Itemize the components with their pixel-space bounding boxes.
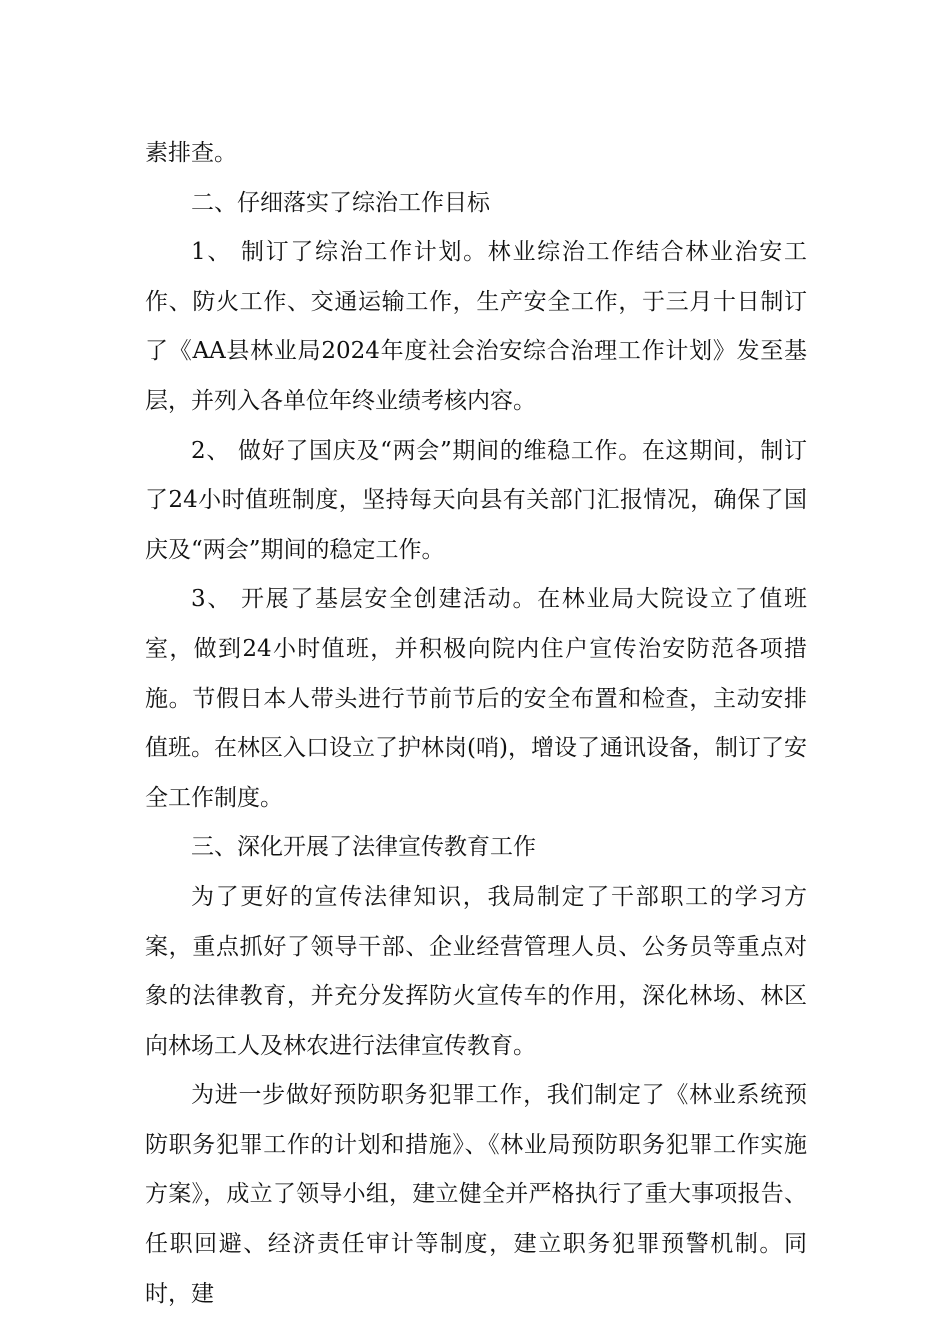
- paragraph-item-1: 1、 制订了综治工作计划。林业综治工作结合林业治安工作、防火工作、交通运输工作，生产安全工作，于三月十日制订了《AA县林业局2024年度社会治安综合治理工作计划》发至基层，并列入各单位年终业绩考核内容。: [145, 239, 807, 414]
- paragraph-crime-prevention: 为进一步做好预防职务犯罪工作，我们制定了《林业系统预防职务犯罪工作的计划和措施》、《林业局预防职务犯罪工作实施方案》，成立了领导小组，建立健全并严格执行了重大事项报告、任职回避、经济责任审计等制度，建立职务犯罪预警机制。同时，建: [145, 1082, 807, 1307]
- section-heading-3: 三、深化开展了法律宣传教育工作: [191, 834, 536, 861]
- section-heading-2: 二、仔细落实了综治工作目标: [191, 189, 490, 216]
- paragraph-continuation: 素排查。: [145, 140, 237, 166]
- document-body: [145, 129, 807, 1319]
- paragraph-item-3: 3、 开展了基层安全创建活动。在林业局大院设立了值班室，做到24小时值班，并积极向院内住户宣传治安防范各项措施。节假日本人带头进行节前节后的安全布置和检查，主动安排值班。在林区入口设立了护林岗(哨)，增设了通讯设备，制订了安全工作制度。: [145, 586, 807, 811]
- paragraph-legal-education: 为了更好的宣传法律知识，我局制定了干部职工的学习方案，重点抓好了领导干部、企业经营管理人员、公务员等重点对象的法律教育，并充分发挥防火宣传车的作用，深化林场、林区向林场工人及林农进行法律宣传教育。: [145, 883, 807, 1059]
- paragraph-item-2: 2、 做好了国庆及“两会”期间的维稳工作。在这期间，制订了24小时值班制度，坚持每天向县有关部门汇报情况，确保了国庆及“两会”期间的稳定工作。: [145, 437, 807, 563]
